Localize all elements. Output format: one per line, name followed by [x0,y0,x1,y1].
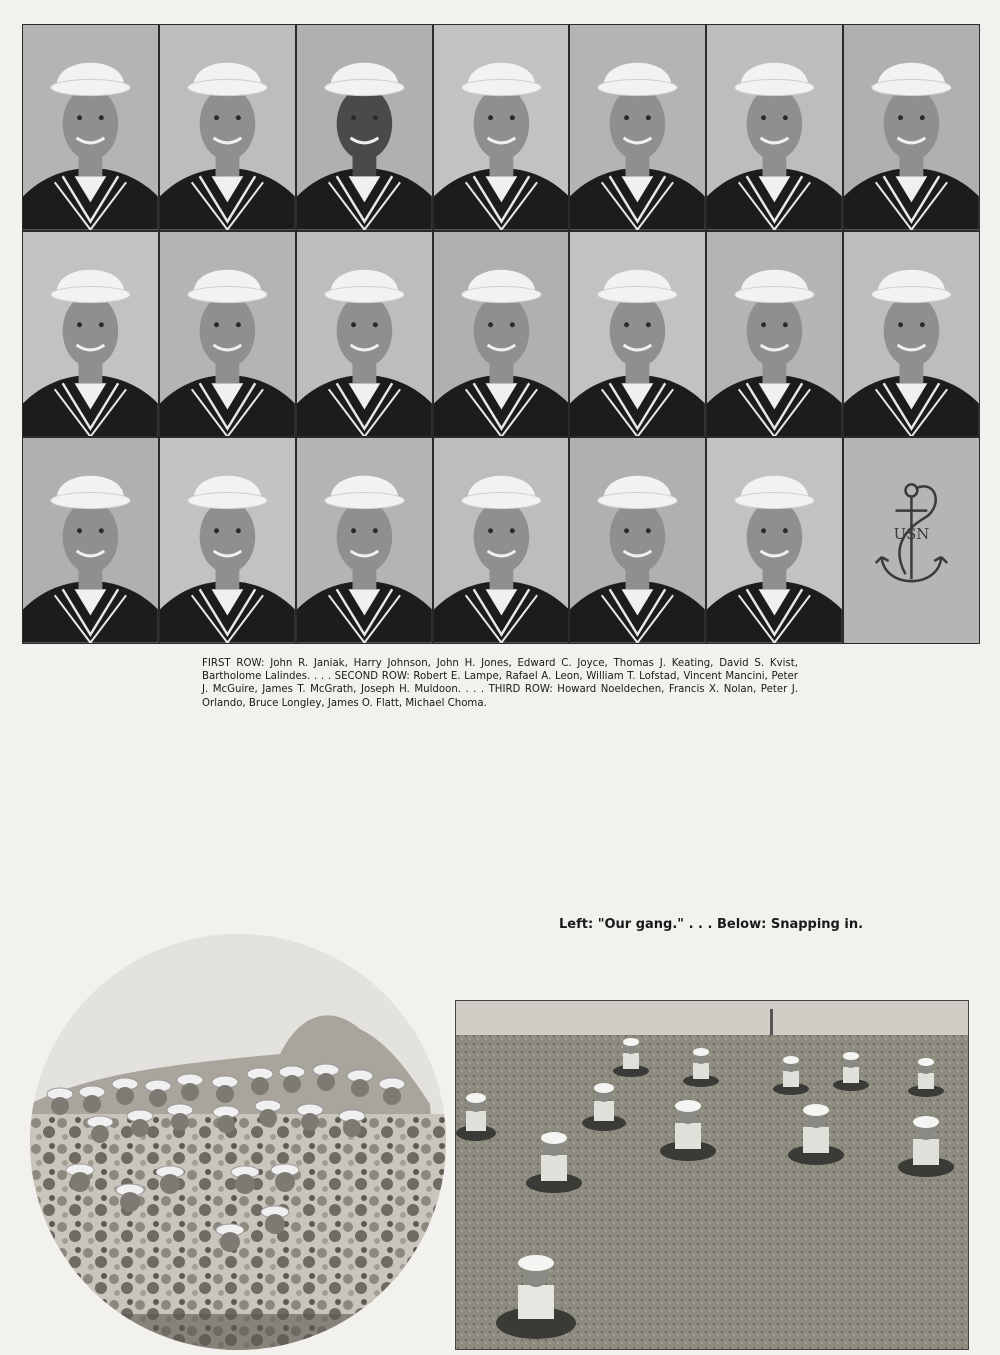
sailor-portrait [707,25,842,230]
portrait-illustration [297,232,432,437]
portrait-illustration [23,232,158,437]
snapping-in-illustration [456,1001,968,1349]
sailor-portrait [844,232,979,437]
portrait-illustration [160,25,295,230]
sailor-portrait [570,232,705,437]
portrait-illustration [297,25,432,230]
portrait-illustration [23,438,158,643]
portrait-grid [22,24,980,644]
portrait-illustration [297,438,432,643]
portrait-illustration [570,25,705,230]
sailor-portrait [570,438,705,643]
sailor-portrait [160,25,295,230]
photos-caption: Left: "Our gang." . . . Below: Snapping in. [559,917,864,932]
portrait-illustration [844,25,979,230]
sailor-portrait [23,438,158,643]
sailor-portrait [570,25,705,230]
sailor-portrait [707,232,842,437]
sailor-portrait [434,25,569,230]
group-photo-our-gang [30,934,446,1350]
sailor-portrait [297,232,432,437]
photo-snapping-in [455,1000,969,1350]
usn-anchor-icon [844,438,979,643]
portrait-illustration [707,438,842,643]
emblem-text: USN [893,525,930,544]
portrait-illustration [160,232,295,437]
sailor-portrait [23,25,158,230]
sailor-portrait [434,232,569,437]
portrait-illustration [707,25,842,230]
sailor-portrait [434,438,569,643]
portrait-illustration [570,438,705,643]
portrait-illustration [707,232,842,437]
sailor-portrait [707,438,842,643]
sailor-portrait [297,25,432,230]
group-photo-illustration [30,934,446,1350]
portrait-illustration [160,438,295,643]
names-caption: FIRST ROW: John R. Janiak, Harry Johnson, John H. Jones, Edward C. Joyce, Thomas J. Keating, David S. Kvist, Bartholome Lalindes. . . . SECOND ROW: Robert E. Lampe, Rafael A. Leon, William T. Lofstad, Vincent Mancini, Peter J. McGuire, James T. McGrath, Joseph H. Muldoon. . . . THIRD ROW: Howard Noeldechen, Francis X. Nolan, Peter J. Orlando, Bruce Longley, James O. Flatt, Michael Choma. [202,658,798,709]
portrait-illustration [434,438,569,643]
sailor-portrait [160,438,295,643]
portrait-illustration [23,25,158,230]
portrait-illustration [434,232,569,437]
portrait-illustration [844,232,979,437]
sailor-portrait [23,232,158,437]
portrait-illustration [434,25,569,230]
sailor-portrait [297,438,432,643]
sailor-portrait [160,232,295,437]
sailor-portrait [844,25,979,230]
portrait-illustration [570,232,705,437]
